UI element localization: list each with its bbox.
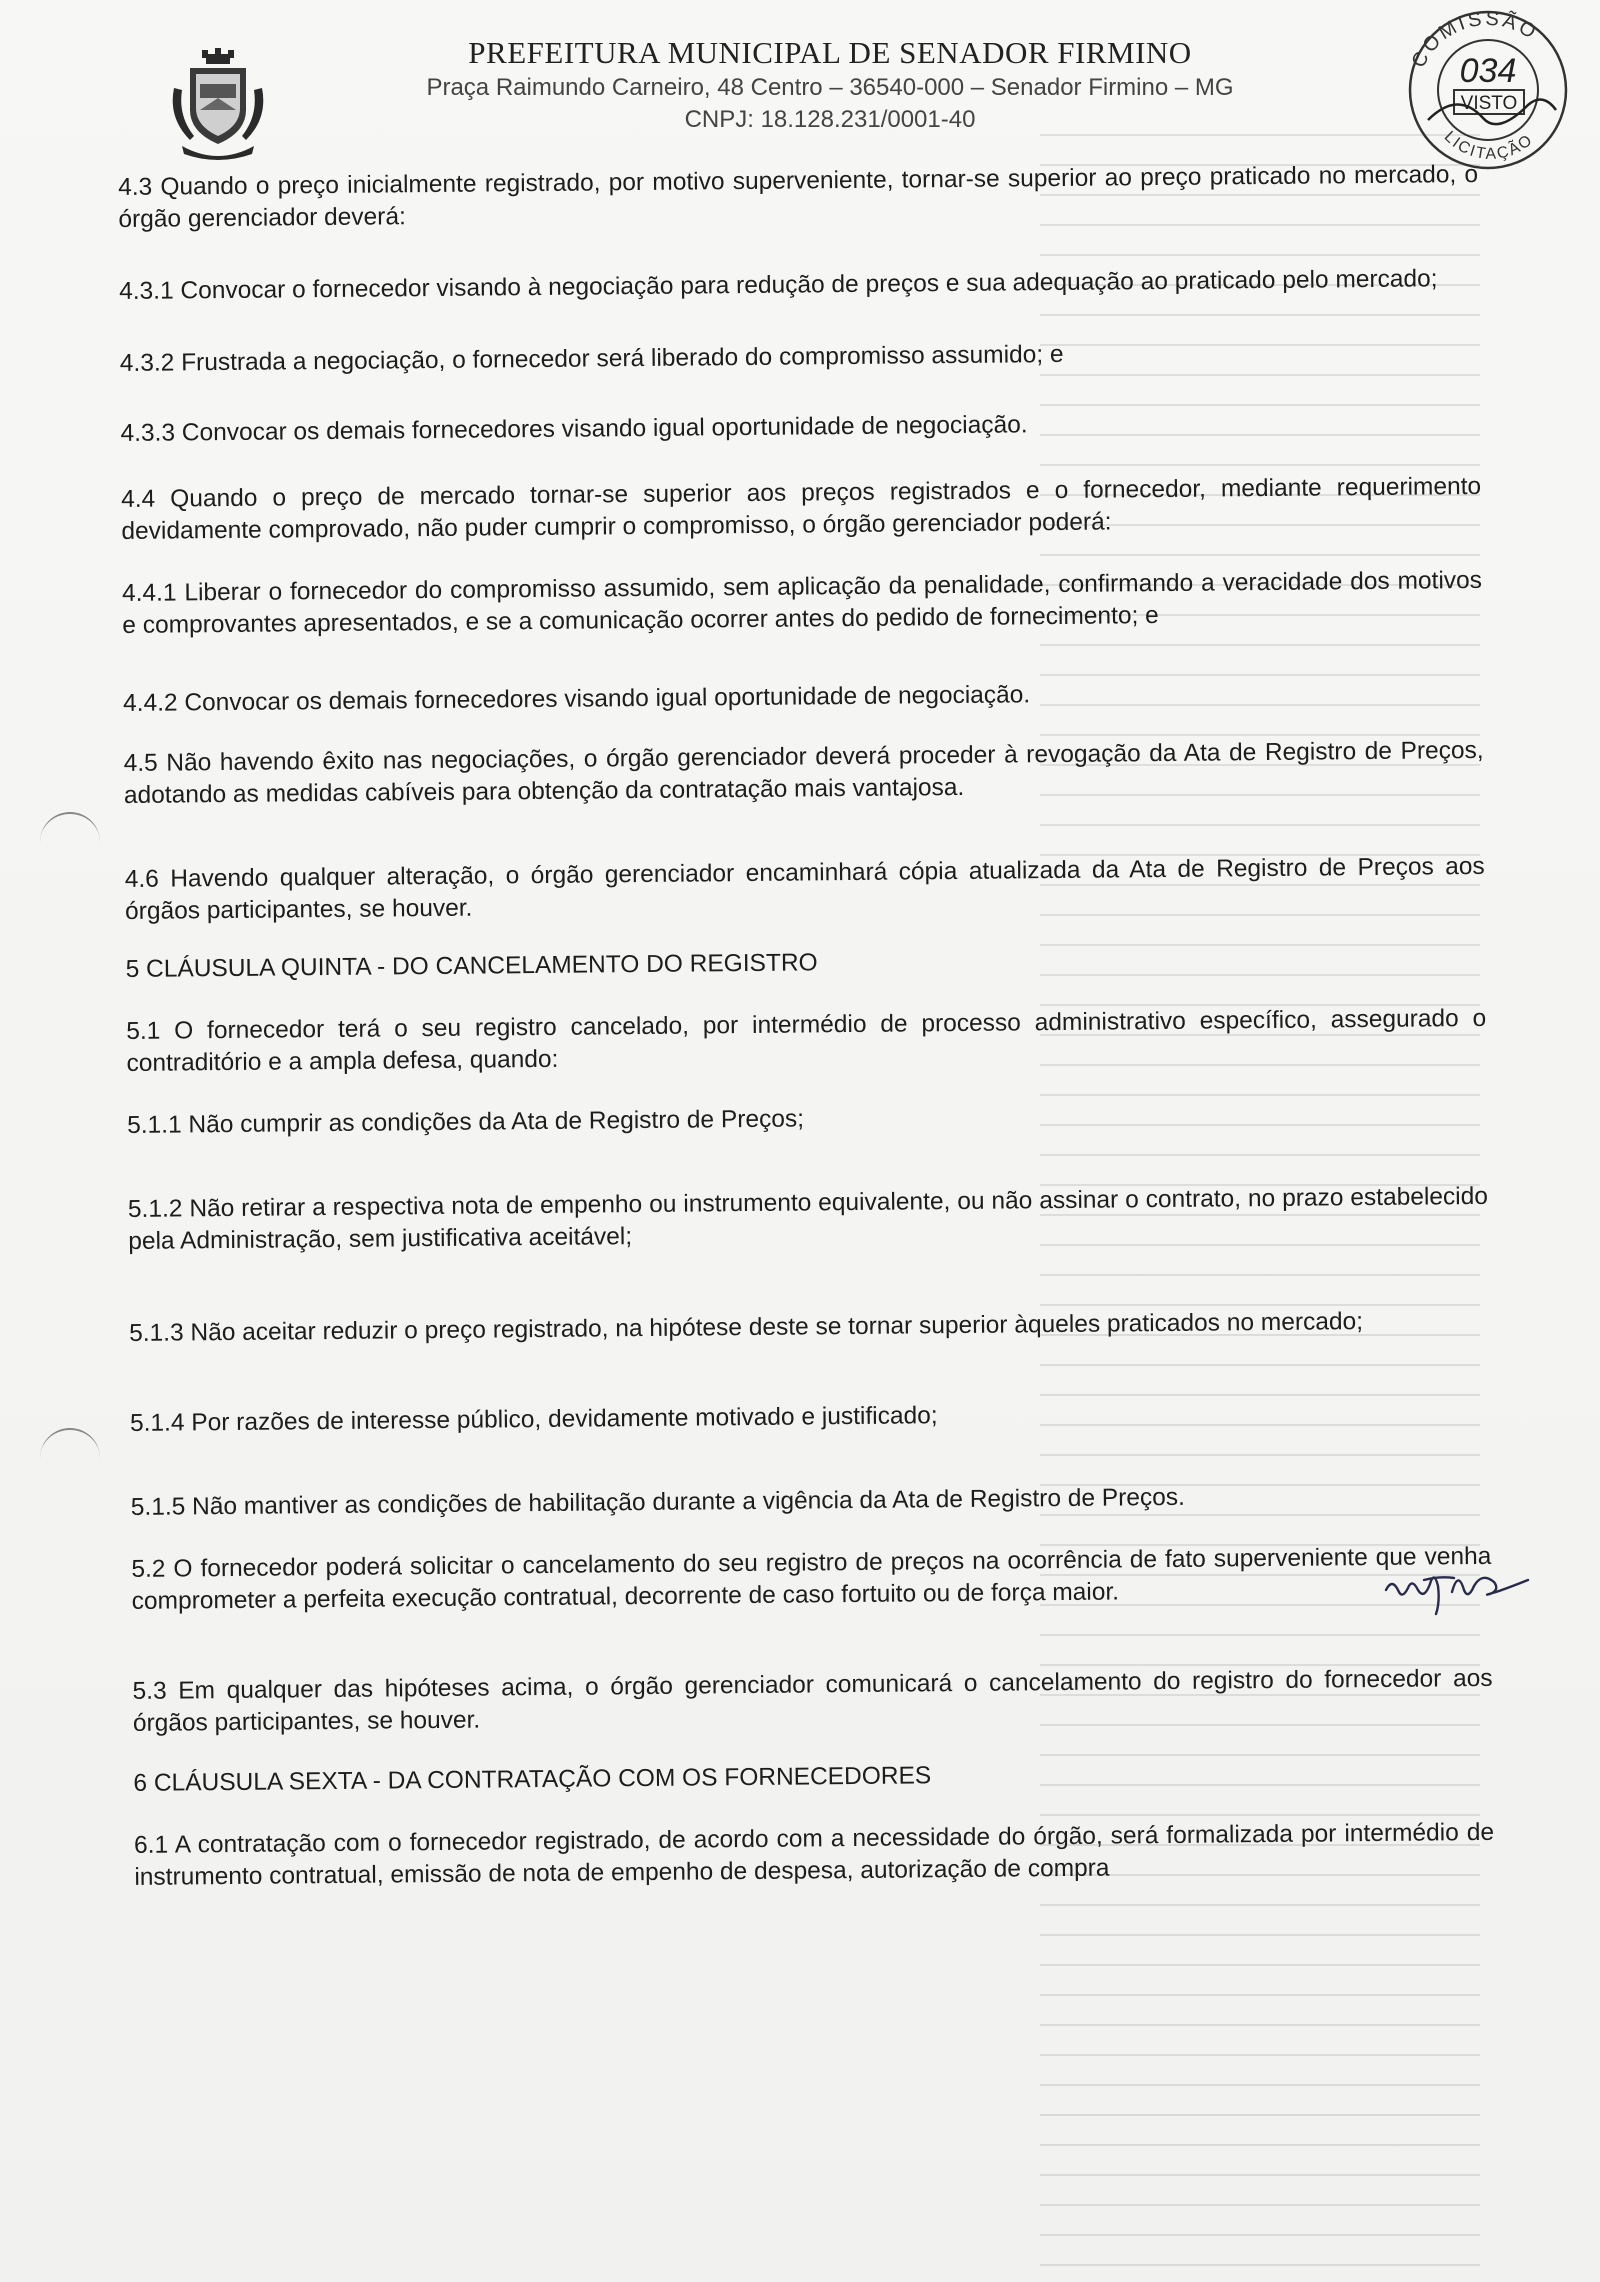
section-5-heading: 5 CLÁUSULA QUINTA - DO CANCELAMENTO DO REGISTRO (125, 949, 818, 983)
municipality-cnpj: CNPJ: 18.128.231/0001-40 (684, 106, 976, 133)
municipal-crest-icon (168, 48, 268, 166)
svg-text:COMISSÃO: COMISSÃO (1407, 7, 1543, 72)
clause-5-1-5: 5.1.5 Não mantiver as condições de habilitação durante a vigência da Ata de Registro de Preços. (130, 1483, 1186, 1521)
punch-mark-bottom (40, 1428, 100, 1460)
clause-5-1: 5.1 O fornecedor terá o seu registro cancelado, por intermédio de processo administrativo específico, assegurado o contraditório e a ampla defesa, quando: (126, 1004, 1487, 1077)
svg-text:LICITAÇÃO: LICITAÇÃO (1440, 128, 1537, 163)
letterhead-text (380, 34, 1280, 136)
clause-4-3-3: 4.3.3 Convocar os demais fornecedores visando igual oportunidade de negociação. (120, 411, 1028, 447)
clause-4-4: 4.4 Quando o preço de mercado tornar-se superior aos preços registrados e o fornecedor, mediante requerimento devidamente comprovado, não puder cumprir o compromisso, o órgão gerenciador poderá: (121, 472, 1482, 545)
letterhead (150, 30, 1350, 170)
section-6-heading: 6 CLÁUSULA SEXTA - DA CONTRATAÇÃO COM OS FORNECEDORES (133, 1762, 932, 1797)
clause-5-2: 5.2 O fornecedor poderá solicitar o cancelamento do seu registro de preços na ocorrência de fato superveniente que venha comprometer a perfeita execução contratual, decorrente de caso fortuito ou de força maior. (131, 1542, 1492, 1615)
clause-4-4-2: 4.4.2 Convocar os demais fornecedores visando igual oportunidade de negociação. (122, 681, 1031, 717)
clause-5-1-4: 5.1.4 Por razões de interesse público, devidamente motivado e justificado; (129, 1402, 938, 1437)
document-body (118, 159, 1494, 1894)
clause-5-3: 5.3 Em qualquer das hipóteses acima, o órgão gerenciador comunicará o cancelamento do registro do fornecedor aos órgãos participantes, se houver. (132, 1664, 1493, 1737)
commission-stamp (1388, 0, 1588, 170)
punch-mark-top (40, 812, 100, 844)
clause-6-1: 6.1 A contratação com o fornecedor registrado, de acordo com a necessidade do órgão, será formalizada por intermédio de instrumento contratual, emissão de nota de empenho de despesa, autorização de compra (133, 1818, 1495, 1891)
municipality-address: Praça Raimundo Carneiro, 48 Centro – 36540-000 – Senador Firmino – MG (426, 74, 1234, 101)
clause-4-6: 4.6 Havendo qualquer alteração, o órgão gerenciador encaminhará cópia atualizada da Ata de Registro de Preços aos órgãos participantes, se houver. (124, 852, 1485, 925)
clause-5-1-2: 5.1.2 Não retirar a respectiva nota de empenho ou instrumento equivalente, ou não assinar o contrato, no prazo estabelecido pela Administração, sem justificativa aceitável; (127, 1182, 1489, 1255)
clause-4-3: 4.3 Quando o preço inicialmente registrado, por motivo superveniente, tornar-se superior ao preço praticado no mercado, o órgão gerenciador deverá: (118, 160, 1479, 233)
clause-4-3-1: 4.3.1 Convocar o fornecedor visando à negociação para redução de preços e sua adequação ao praticado pelo mercado; (119, 265, 1438, 305)
clause-4-5: 4.5 Não havendo êxito nas negociações, o órgão gerenciador deverá proceder à revogação da Ata de Registro de Preços, adotando as medidas cabíveis para obtenção da contratação mais vantajosa. (123, 736, 1484, 809)
municipality-title: PREFEITURA MUNICIPAL DE SENADOR FIRMINO (468, 35, 1192, 70)
handwritten-initials (1378, 1550, 1548, 1620)
clause-5-1-3: 5.1.3 Não aceitar reduzir o preço registrado, na hipótese deste se tornar superior àqueles praticados no mercado; (129, 1308, 1364, 1347)
clause-4-4-1: 4.4.1 Liberar o fornecedor do compromisso assumido, sem aplicação da penalidade, confirmando a veracidade dos motivos e comprovantes apresentados, e se a comunicação ocorrer antes do pedido de fornecimento; e (121, 566, 1483, 639)
svg-text:034: 034 (1459, 52, 1517, 90)
clause-5-1-1: 5.1.1 Não cumprir as condições da Ata de Registro de Preços; (127, 1105, 805, 1139)
clause-4-3-2: 4.3.2 Frustrada a negociação, o fornecedor será liberado do compromisso assumido; e (119, 340, 1064, 377)
svg-text:VISTO: VISTO (1460, 93, 1518, 114)
